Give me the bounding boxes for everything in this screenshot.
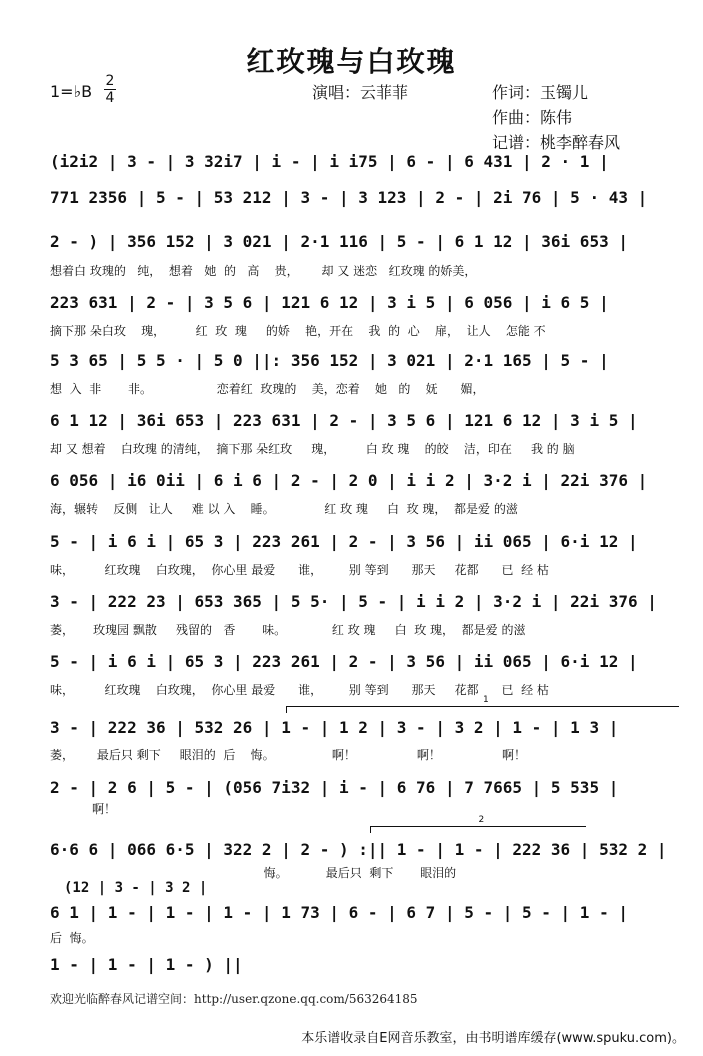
- lyric-row-14: 后 悔。: [50, 931, 94, 945]
- notation-row-11: 3 - | 222 36 | 532 26 | 1 - | 1 2 | 3 - | 3 2 | 1 - | 1 3 |: [50, 718, 619, 737]
- lyricist-credit: 作词：玉镯儿: [492, 83, 589, 102]
- lyric-row-13: 悔。 最后只 剩下 眼泪的: [50, 866, 457, 880]
- composer-credit: 作曲：陈伟: [492, 108, 573, 127]
- volta-bracket-2: [370, 815, 586, 833]
- transcriber-credit: 记谱：桃李醉春风: [492, 133, 621, 152]
- notation-row-13: 6·6 6 | 066 6·5 | 322 2 | 2 - ) :|| 1 - | 1 - | 222 36 | 532 2 |: [50, 840, 667, 859]
- lyric-row-7: 海，辗转 反侧 让人 难 以 入 睡。 红 玫 瑰 白 玫 瑰， 都是爱 的滋: [50, 502, 518, 516]
- source-note: 本乐谱收录自E网音乐教室，由书明谱库缓存(www.spuku.com)。: [301, 1031, 685, 1046]
- time-signature: [104, 74, 116, 105]
- notation-row-9: 3 - | 222 23 | 653 365 | 5 5· | 5 - | i i 2 | 3·2 i | 22i 376 |: [50, 592, 657, 611]
- lyric-row-3: 想着白 玫瑰的 纯， 想着 她 的 高 贵， 却 又 迷恋 红玫瑰 的娇美，: [50, 264, 477, 278]
- meter-top: 2: [105, 73, 115, 89]
- notation-row-2: 771 2356 | 5 - | 53 212 | 3 - | 3 123 | 2 - | 2i 76 | 5 · 43 |: [50, 188, 648, 207]
- volta-2-label: 2: [478, 815, 485, 825]
- song-title: 红玫瑰与白玫瑰: [246, 45, 457, 78]
- notation-row-3: 2 - ) | 356 152 | 3 021 | 2·1 116 | 5 - | 6 1 12 | 36i 653 |: [50, 232, 628, 251]
- lyric-row-11: 萎， 最后只 剩下 眼泪的 后 悔。 啊！ 啊！ 啊！: [50, 748, 526, 762]
- key-signature: 1=♭B: [50, 82, 93, 101]
- lyric-row-9: 萎， 玫瑰园 飘散 残留的 香 味。 红 玫 瑰 白 玫 瑰， 都是爱 的滋: [50, 623, 526, 637]
- notation-row-1: (i2i2 | 3 - | 3 32i7 | i - | i i75 | 6 - | 6 431 | 2 · 1 |: [50, 152, 609, 171]
- lyric-row-10: 味， 红玫瑰 白玫瑰， 你心里 最爱 谁， 别 等到 那天 花都 已 经 枯: [50, 683, 549, 697]
- volta-bracket-1: [286, 695, 679, 713]
- meter-bottom: 4: [105, 90, 115, 106]
- lyric-row-4: 摘下那 朵白玫 瑰， 红 玫 瑰 的娇 艳，开在 我 的 心 扉， 让人 怎能 不: [50, 324, 546, 338]
- notation-row-6: 6 1 12 | 36i 653 | 223 631 | 2 - | 3 5 6 | 121 6 12 | 3 i 5 |: [50, 411, 638, 430]
- transcriber-note: 欢迎光临醉春风记谱空间：http://user.qzone.qq.com/563264185: [50, 992, 418, 1006]
- interlude-upper-row: (12 | 3 - | 3 2 |: [64, 880, 208, 896]
- lyric-row-5: 想 入 非 非。 恋着红 玫瑰的 美，恋着 她 的 妩 媚，: [50, 382, 485, 396]
- lyric-row-6: 却 又 想着 白玫瑰 的清纯， 摘下那 朵红玫 瑰， 白 玫 瑰 的皎 洁，印在 我 的 脑: [50, 442, 575, 456]
- notation-row-15: 1 - | 1 - | 1 - ) ||: [50, 955, 243, 974]
- notation-row-4: 223 631 | 2 - | 3 5 6 | 121 6 12 | 3 i 5 | 6 056 | i 6 5 |: [50, 293, 609, 312]
- notation-row-12: 2 - | 2 6 | 5 - | (056 7i32 | i - | 6 76 | 7 7665 | 5 535 |: [50, 778, 619, 797]
- lyric-row-8: 味， 红玫瑰 白玫瑰， 你心里 最爱 谁， 别 等到 那天 花都 已 经 枯: [50, 563, 549, 577]
- volta-1-label: 1: [483, 695, 489, 705]
- notation-row-5: 5 3 65 | 5 5 · | 5 0 ||: 356 152 | 3 021 | 2·1 165 | 5 - |: [50, 351, 609, 370]
- lyric-row-12: 啊！: [50, 802, 116, 816]
- notation-row-8: 5 - | i 6 i | 65 3 | 223 261 | 2 - | 3 56 | ii 065 | 6·i 12 |: [50, 532, 638, 551]
- notation-row-14: 6 1 | 1 - | 1 - | 1 - | 1 73 | 6 - | 6 7 | 5 - | 5 - | 1 - |: [50, 903, 628, 922]
- notation-row-7: 6 056 | i6 0ii | 6 i 6 | 2 - | 2 0 | i i 2 | 3·2 i | 22i 376 |: [50, 471, 648, 490]
- singer-credit: 演唱：云菲菲: [312, 83, 409, 102]
- notation-row-10: 5 - | i 6 i | 65 3 | 223 261 | 2 - | 3 56 | ii 065 | 6·i 12 |: [50, 652, 638, 671]
